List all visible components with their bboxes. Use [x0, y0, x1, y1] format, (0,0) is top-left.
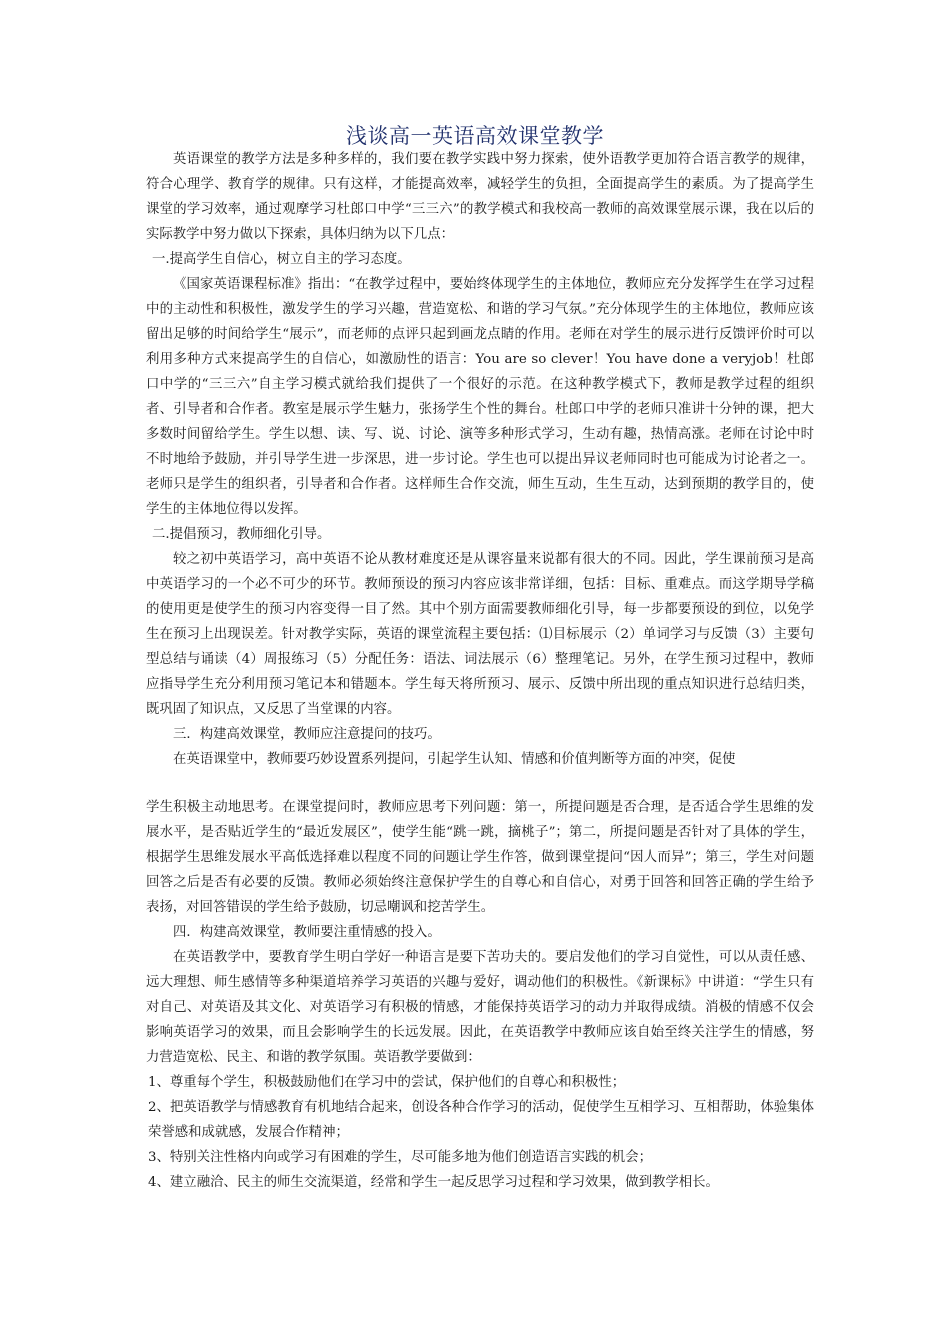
body-section-1	[146, 147, 814, 772]
section-heading-1: 一.提高学生自信心，树立自主的学习态度。	[152, 252, 411, 267]
section-1-paragraph: 《国家英语课程标准》指出：“在教学过程中，要始终体现学生的主体地位，教师应充分发挥学生在学习过程中的主动性和积极性，激发学生的学习兴趣，营造宽松、和谐的学习气氛。”充分体现学生的主体地位，教师应该留出足够的时间给学生“展示”，而老师的点评只起到画龙点睛的作用。老师在对学生的展示进行反馈评价时可以利用多种方式来提高学生的自信心，如激励性的语言：You are so clever！You have done a veryjob！杜郎口中学的“三三六”自主学习模式就给我们提供了一个很好的示范。在这种教学模式下，教师是教学过程的组织者、引导者和合作者。教室是展示学生魅力，张扬学生个性的舞台。杜郎口中学的老师只准讲十分钟的课，把大多数时间留给学生。学生以想、读、写、说、讨论、演等多种形式学习，生动有趣，热情高涨。老师在讨论中时不时地给予鼓励，并引导学生进一步深思，进一步讨论。学生也可以提出异议老师同时也可能成为讨论者之一。老师只是学生的组织者，引导者和合作者。这样师生合作交流，师生互动，生生互动，达到预期的教学目的，使学生的主体地位得以发挥。	[146, 277, 814, 517]
section-heading-4: 四．构建高效课堂，教师要注重情感的投入。	[173, 925, 441, 940]
document-title: 浅谈高一英语高效课堂教学	[346, 124, 604, 148]
section-4-paragraph: 在英语教学中，要教育学生明白学好一种语言是要下苦功夫的。要启发他们的学习自觉性，可以从责任感、远大理想、师生感情等多种渠道培养学习英语的兴趣与爱好，调动他们的积极性。《新课标》中讲道：“学生只有对自己、对英语及其文化、对英语学习有积极的情感，才能保持英语学习的动力并取得成绩。消极的情感不仅会影响英语学习的效果，而且会影响学生的长远发展。因此，在英语教学中教师应该自始至终关注学生的情感，努力营造宽松、民主、和谐的教学氛围。英语教学要做到：	[146, 950, 814, 1065]
list-item-1: 1、尊重每个学生，积极鼓励他们在学习中的尝试，保护他们的自尊心和积极性；	[148, 1075, 626, 1090]
section-3-paragraph-continued: 学生积极主动地思考。在课堂提问时，教师应思考下列问题：第一，所提问题是否合理，是否适合学生思维的发展水平，是否贴近学生的“最近发展区”，使学生能“跳一跳，摘桃子”；第二，所提问题是否针对了具体的学生，根据学生思维发展水平高低选择难以程度不同的问题让学生作答，做到课堂提问“因人而异”；第三，学生对问题回答之后是否有必要的反馈。教师必须始终注意保护学生的自尊心和自信心，对勇于回答和回答正确的学生给予表扬，对回答错误的学生给予鼓励，切忌嘲讽和挖苦学生。	[146, 800, 814, 915]
list-item-4: 4、建立融洽、民主的师生交流渠道，经常和学生一起反思学习过程和学习效果，做到教学相长。	[148, 1175, 719, 1190]
section-3-paragraph-start: 在英语课堂中，教师要巧妙设置系列提问，引起学生认知、情感和价值判断等方面的冲突，促使	[173, 752, 736, 767]
intro-paragraph: 英语课堂的教学方法是多种多样的，我们要在教学实践中努力探索，使外语教学更加符合语言教学的规律，符合心理学、教育学的规律。只有这样，才能提高效率，减轻学生的负担，全面提高学生的素质。为了提高学生课堂的学习效率，通过观摩学习杜郎口中学“三三六”的教学模式和我校高一教师的高效课堂展示课，我在以后的实际教学中努力做以下探索，具体归纳为以下几点：	[146, 152, 814, 242]
section-heading-3: 三．构建高效课堂，教师应注意提问的技巧。	[173, 727, 441, 742]
section-heading-2: 二.提倡预习，教师细化引导。	[152, 527, 331, 542]
list-item-2: 2、把英语教学与情感教育有机地结合起来，创设各种合作学习的活动，促使学生互相学习、互相帮助，体验集体荣誉感和成就感，发展合作精神；	[148, 1100, 814, 1140]
body-section-2	[146, 795, 814, 1195]
section-2-paragraph: 较之初中英语学习，高中英语不论从教材难度还是从课容量来说都有很大的不同。因此，学生课前预习是高中英语学习的一个必不可少的环节。教师预设的预习内容应该非常详细，包括：目标、重难点。而这学期导学稿的使用更是使学生的预习内容变得一目了然。其中个别方面需要教师细化引导，每一步都要预设的到位，以免学生在预习上出现误差。针对教学实际，英语的课堂流程主要包括：⑴目标展示（2）单词学习与反馈（3）主要句型总结与诵读（4）周报练习（5）分配任务：语法、词法展示（6）整理笔记。另外，在学生预习过程中，教师应指导学生充分利用预习笔记本和错题本。学生每天将所预习、展示、反馈中所出现的重点知识进行总结归类，既巩固了知识点，又反思了当堂课的内容。	[146, 552, 814, 717]
list-item-3: 3、特别关注性格内向或学习有困难的学生，尽可能多地为他们创造语言实践的机会；	[148, 1150, 652, 1165]
